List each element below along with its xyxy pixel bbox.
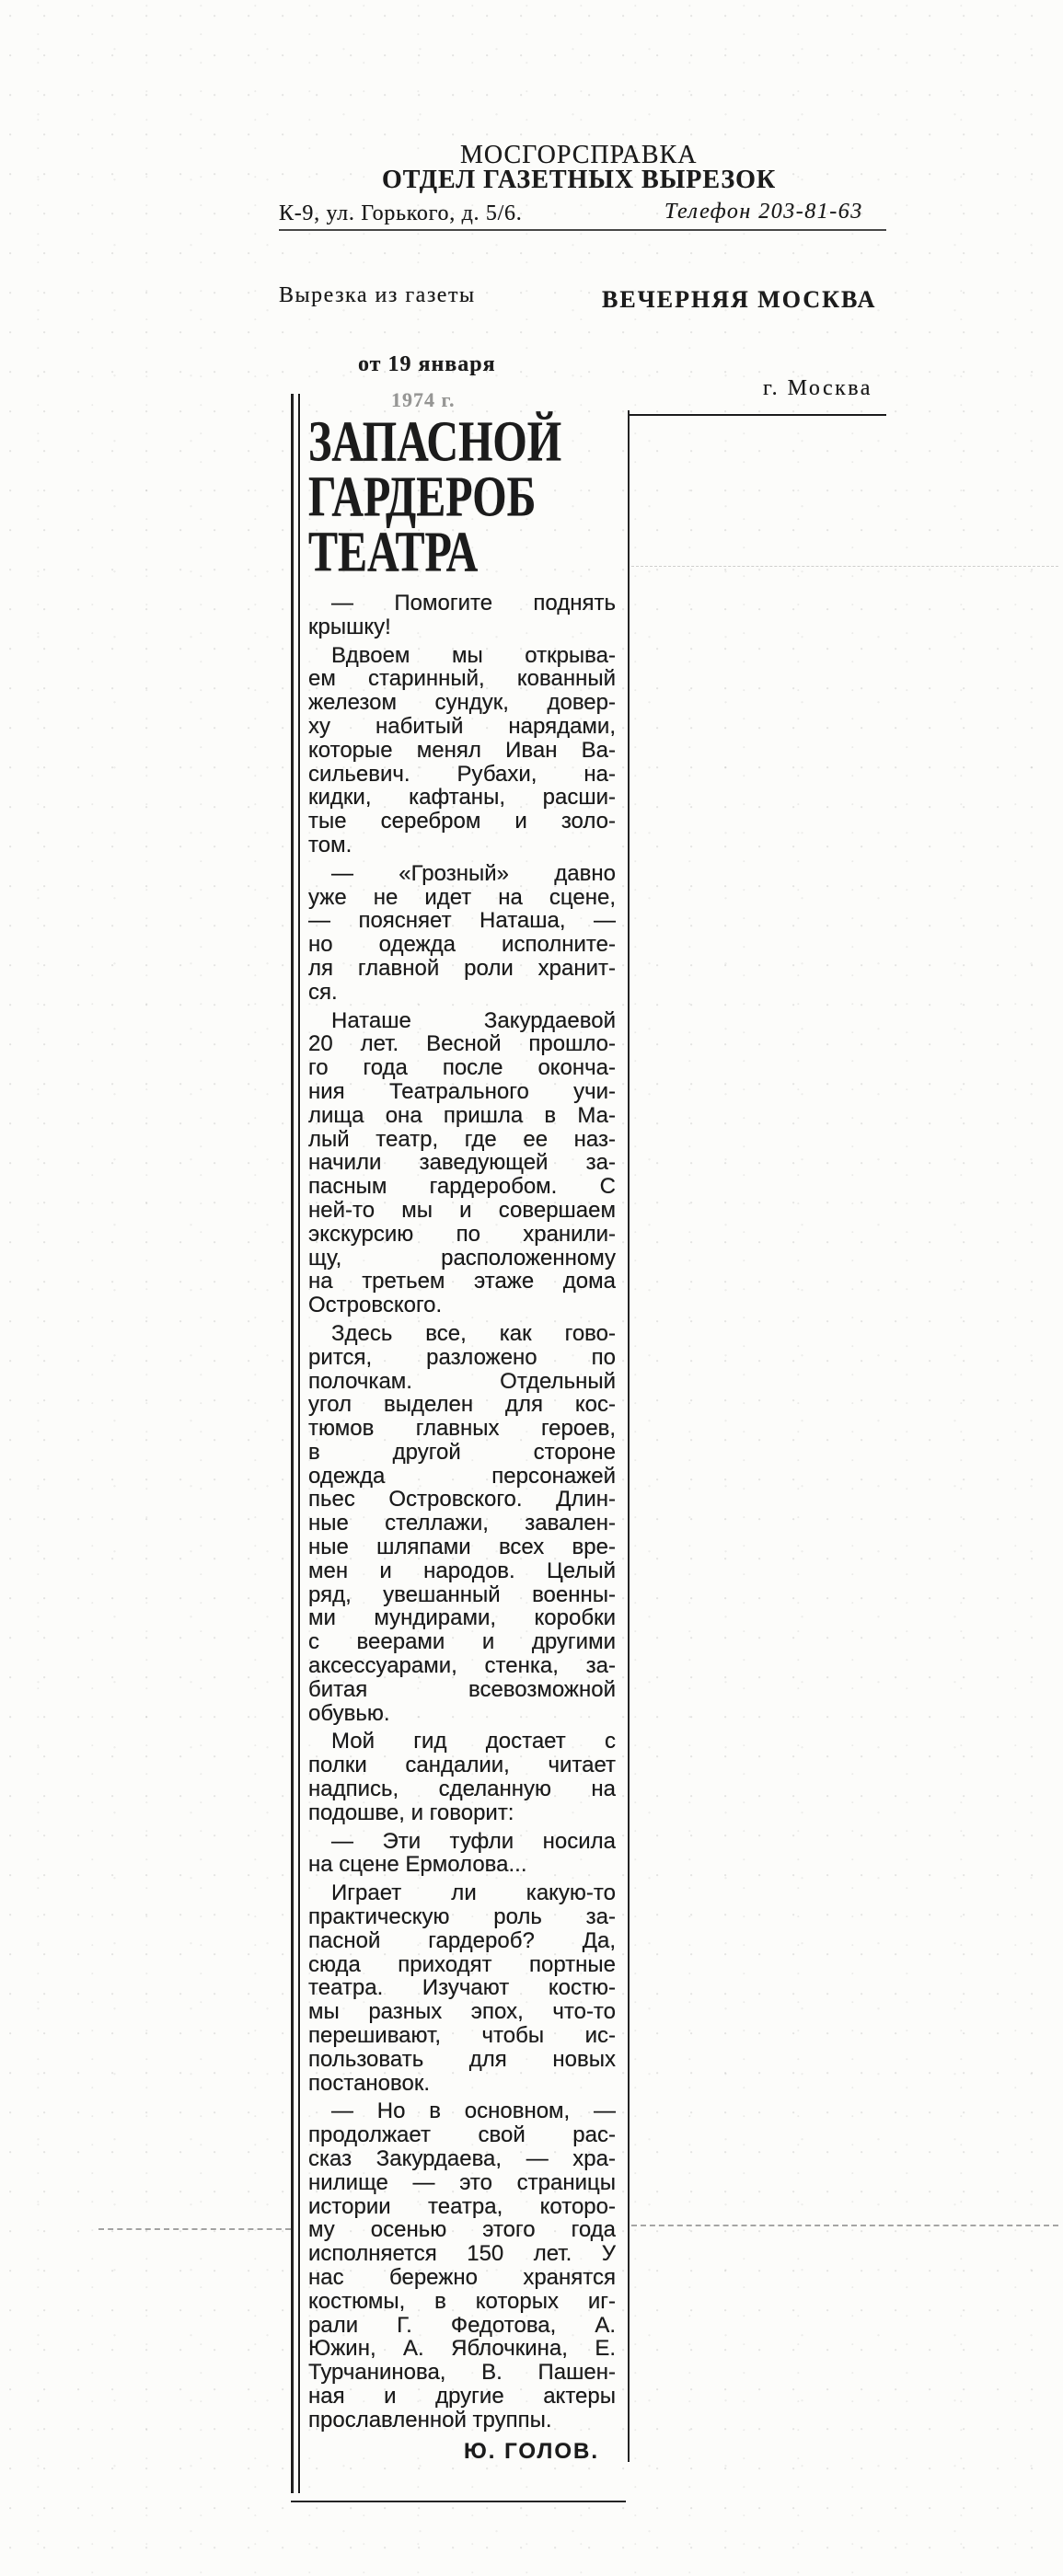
article-line: истории театра, которо- — [308, 2194, 616, 2219]
article-line: кидки, кафтаны, расши- — [308, 786, 616, 811]
article-line: но одежда исполните- — [308, 933, 616, 957]
article-line: на сцене Ермолова... — [308, 1853, 527, 1878]
article-line: которые менял Иван Ва- — [308, 738, 616, 763]
article-line: тюмов главных героев, — [308, 1417, 616, 1441]
agency-name: МОСГОРСПРАВКА — [460, 141, 698, 169]
article-line: том. — [308, 833, 352, 857]
article-line: прославленной труппы. — [308, 2408, 552, 2432]
article-body — [308, 592, 616, 2466]
article-line: щу, расположенному — [308, 1246, 616, 1271]
article-line: на третьем этаже дома — [308, 1270, 616, 1294]
article-line: пасным гардеробом. С — [308, 1175, 616, 1199]
scan-artifact-line — [98, 2228, 291, 2230]
article-line: мы разных эпох, что-то — [308, 2000, 616, 2025]
article-paragraph — [308, 592, 616, 639]
header-rule — [279, 229, 886, 231]
article-line: ся. — [308, 980, 338, 1005]
article-line: лый театр, где ее наз- — [308, 1127, 616, 1152]
agency-phone: Телефон 203-81-63 — [664, 200, 863, 224]
article-line: — Но в основном, — — [331, 2099, 616, 2124]
article-line: одежда персонажей — [308, 1464, 616, 1489]
article-line: в другой стороне — [308, 1440, 616, 1465]
article-title — [308, 409, 616, 584]
article-line: сильевич. Рубахи, на- — [308, 762, 616, 787]
article-line: экскурсию по хранили- — [308, 1222, 616, 1247]
article-paragraph — [308, 644, 616, 857]
article-line: Турчанинова, В. Пашен- — [308, 2361, 616, 2385]
newspaper-name: ВЕЧЕРНЯЯ МОСКВА — [602, 286, 877, 313]
article-line: полочкам. Отдельный — [308, 1369, 616, 1394]
article-line: надпись, сделанную на — [308, 1777, 616, 1801]
article-line: перешивают, чтобы ис- — [308, 2024, 616, 2048]
column-border-left-inner — [298, 394, 300, 2493]
article-line: ные стеллажи, завален- — [308, 1512, 616, 1536]
article-paragraph — [308, 1881, 616, 2095]
article-line: ля главной роли хранит- — [308, 956, 616, 981]
city-rule — [629, 414, 886, 416]
article-line: костюмы, в которых иг- — [308, 2289, 616, 2314]
article-line: исполняется 150 лет. У — [308, 2242, 616, 2266]
article-line: ми мундирами, коробки — [308, 1606, 616, 1631]
article-line: Южин, А. Яблочкина, Е. — [308, 2337, 616, 2362]
article-paragraph — [308, 862, 616, 1005]
article-line: начили заведующей за- — [308, 1151, 616, 1176]
article-column — [308, 409, 616, 2466]
article-line: полки сандалии, читает — [308, 1754, 616, 1778]
article-line: угол выделен для кос- — [308, 1393, 616, 1418]
article-line: ные шляпами всех вре- — [308, 1535, 616, 1559]
article-paragraph — [308, 1730, 616, 1824]
agency-address: К-9, ул. Горького, д. 5/6. — [279, 201, 523, 225]
article-title-line: ГАРДЕРОБ — [308, 465, 537, 529]
article-line: ней-то мы и совершаем — [308, 1198, 616, 1223]
scan-artifact-line — [631, 2225, 1058, 2226]
article-line: театра. Изучают костю- — [308, 1976, 616, 2001]
article-line: подошве, и говорит: — [308, 1800, 514, 1825]
article-line: Здесь все, как гово- — [331, 1321, 616, 1346]
article-line: рали Г. Федотова, А. — [308, 2313, 616, 2338]
article-line: сказ Закурдаева, — хра- — [308, 2147, 616, 2171]
article-line: ем старинный, кованный — [308, 667, 616, 692]
article-paragraph — [308, 1830, 616, 1878]
article-line: аксессуарами, стенка, за- — [308, 1654, 616, 1678]
article-line: постановок. — [308, 2071, 431, 2096]
article-line: Мой гид достает с — [331, 1730, 616, 1754]
scan-artifact-line — [631, 566, 1058, 567]
article-paragraph — [308, 1009, 616, 1317]
article-line: Наташе Закурдаевой — [331, 1008, 616, 1033]
article-line: практическую роль за- — [308, 1905, 616, 1929]
publication-date: от 19 января — [358, 352, 496, 376]
article-paragraph — [308, 2099, 616, 2432]
article-line: му осенью этого года — [308, 2218, 616, 2243]
column-border-left — [291, 394, 294, 2493]
article-line: — «Грозный» давно — [331, 861, 616, 886]
department-name: ОТДЕЛ ГАЗЕТНЫХ ВЫРЕЗОК — [382, 166, 777, 194]
article-line: — поясняет Наташа, — — [308, 909, 616, 934]
article-line: продолжает свой рас- — [308, 2123, 616, 2147]
article-line: 20 лет. Весной прошло- — [308, 1032, 616, 1057]
article-paragraph — [308, 1322, 616, 1726]
article-line: Вдвоем мы открыва- — [331, 643, 616, 668]
article-line: обувью. — [308, 1701, 390, 1726]
article-line: ряд, увешанный военны- — [308, 1582, 616, 1607]
article-line: мен и народов. Целый — [308, 1558, 616, 1583]
article-line: лища она пришла в Ма- — [308, 1103, 616, 1128]
article-line: ния Театрального учи- — [308, 1079, 616, 1104]
article-line: — Эти туфли носила — [331, 1829, 616, 1854]
article-title-line: ЗАПАСНОЙ — [308, 409, 562, 474]
article-author: Ю. ГОЛОВ. — [464, 2438, 599, 2464]
article-line: тые серебром и золо- — [308, 810, 616, 834]
article-line: битая всевозможной — [308, 1677, 616, 1702]
clipping-source-label: Вырезка из газеты — [279, 283, 476, 307]
article-line: уже не идет на сцене, — [308, 885, 616, 910]
article-line: сюда приходят портные — [308, 1952, 616, 1977]
article-line: ная и другие актеры — [308, 2384, 616, 2409]
column-border-bottom — [291, 2501, 626, 2502]
article-line: пьес Островского. Длин- — [308, 1488, 616, 1512]
article-title-line: ТЕАТРА — [308, 520, 479, 584]
article-line: Играет ли какую-то — [331, 1881, 616, 1906]
article-line: нилище — это страницы — [308, 2170, 616, 2195]
article-line: рится, разложено по — [308, 1345, 616, 1370]
publication-city: г. Москва — [763, 376, 872, 400]
column-border-right — [628, 410, 630, 2462]
article-line: железом сундук, довер- — [308, 691, 616, 715]
article-line: ху набитый нарядами, — [308, 714, 616, 739]
article-line: го года после оконча- — [308, 1056, 616, 1080]
article-line: с веерами и другими — [308, 1630, 616, 1655]
article-line: крышку! — [308, 615, 391, 639]
article-line: Островского. — [308, 1294, 443, 1317]
publication-year: 1974 г. — [391, 388, 456, 411]
article-line: пасной гардероб? Да, — [308, 1928, 616, 1953]
article-line: — Помогите поднять — [331, 592, 616, 615]
article-line: нас бережно хранятся — [308, 2265, 616, 2290]
article-line: пользовать для новых — [308, 2047, 616, 2072]
